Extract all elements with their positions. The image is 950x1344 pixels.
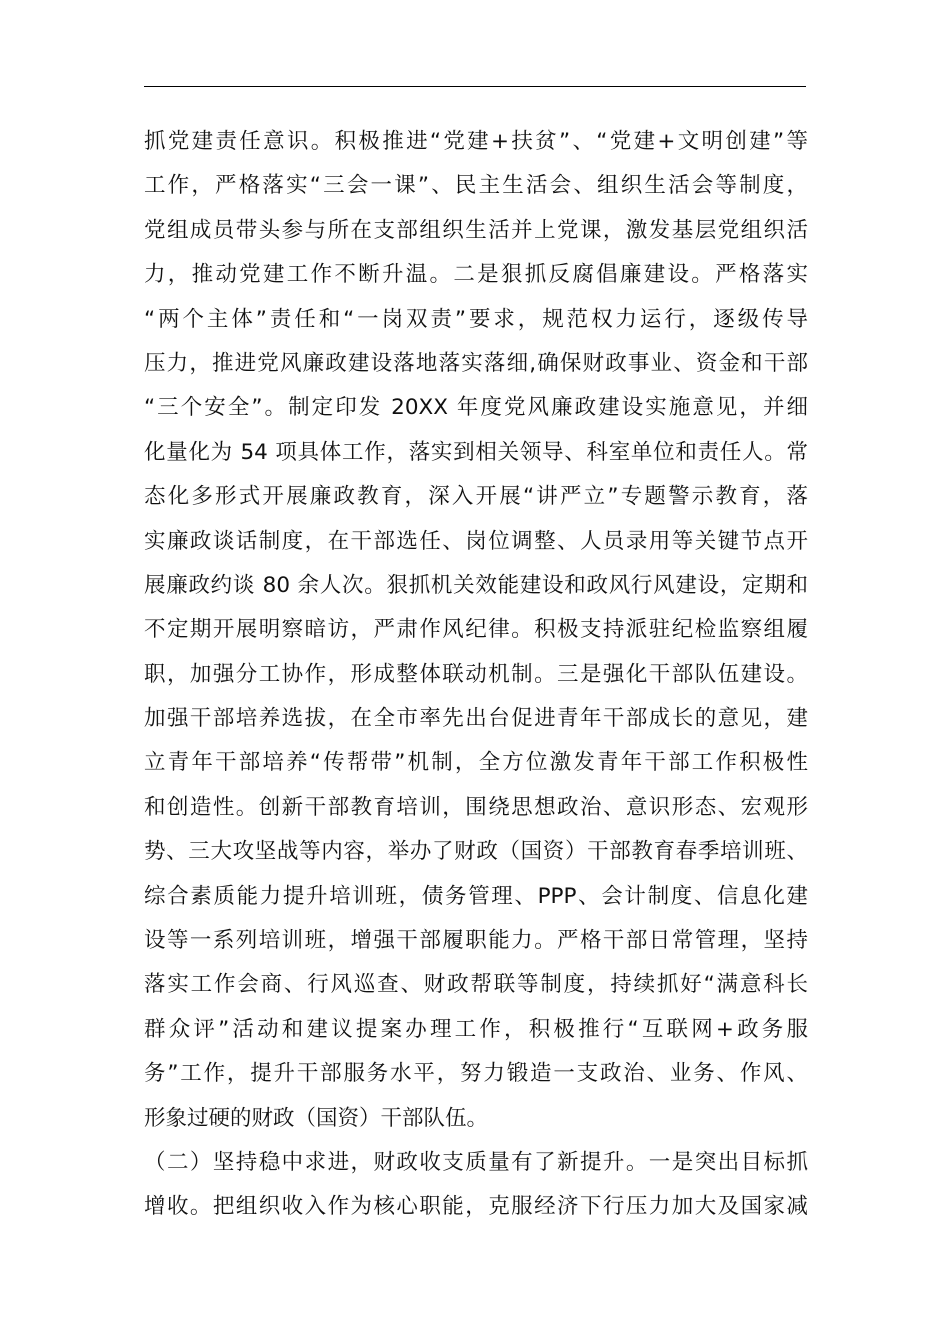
text-line: 力，推动党建工作不断升温。二是狠抓反腐倡廉建设。严格落实 (144, 262, 808, 288)
text-line: 设等一系列培训班，增强干部履职能力。严格干部日常管理，坚持 (144, 928, 808, 954)
text-line: 综合素质能力提升培训班，债务管理、PPP、会计制度、信息化建 (144, 883, 808, 909)
text-line: 务”工作，提升干部服务水平，努力锻造一支政治、业务、作风、 (144, 1061, 808, 1087)
text-line: 不定期开展明察暗访，严肃作风纪律。积极支持派驻纪检监察组履 (144, 617, 808, 643)
text-line: 增收。把组织收入作为核心职能，克服经济下行压力加大及国家减 (144, 1194, 808, 1220)
text-line: 立青年干部培养“传帮带”机制，全方位激发青年干部工作积极性 (144, 750, 808, 776)
text-line: 势、三大攻坚战等内容，举办了财政（国资）干部教育春季培训班、 (144, 839, 808, 865)
header-rule (144, 86, 806, 87)
text-line: 落实工作会商、行风巡查、财政帮联等制度，持续抓好“满意科长 (144, 972, 808, 998)
text-line: 展廉政约谈 80 余人次。狠抓机关效能建设和政风行风建设，定期和 (144, 572, 808, 598)
text-line: 和创造性。创新干部教育培训，围绕思想政治、意识形态、宏观形 (144, 794, 808, 820)
text-line: 职，加强分工协作，形成整体联动机制。三是强化干部队伍建设。 (144, 661, 808, 687)
section-heading-line: （二）坚持稳中求进，财政收支质量有了新提升。一是突出目标抓 (144, 1149, 808, 1175)
text-line: 党组成员带头参与所在支部组织生活并上党课，激发基层党组织活 (144, 217, 808, 243)
text-line: 加强干部培养选拔，在全市率先出台促进青年干部成长的意见，建 (144, 706, 808, 732)
text-line: 压力，推进党风廉政建设落地落实落细,确保财政事业、资金和干部 (144, 350, 808, 376)
text-line: “三个安全”。制定印发 20XX 年度党风廉政建设实施意见，并细 (144, 395, 808, 421)
text-line: 化量化为 54 项具体工作，落实到相关领导、科室单位和责任人。常 (144, 439, 808, 465)
text-line: 工作，严格落实“三会一课”、民主生活会、组织生活会等制度， (144, 173, 808, 199)
text-line: “两个主体”责任和“一岗双责”要求，规范权力运行，逐级传导 (144, 306, 808, 332)
paragraph-end-line: 形象过硬的财政（国资）干部队伍。 (144, 1105, 489, 1131)
text-line: 群众评”活动和建议提案办理工作，积极推行“互联网+政务服 (144, 1016, 808, 1042)
body-text (144, 120, 808, 1230)
text-line: 抓党建责任意识。积极推进“党建+扶贫”、“党建+文明创建”等 (144, 129, 808, 154)
text-line: 实廉政谈话制度，在干部选任、岗位调整、人员录用等关键节点开 (144, 528, 808, 554)
text-line: 态化多形式开展廉政教育，深入开展“讲严立”专题警示教育，落 (144, 484, 808, 510)
